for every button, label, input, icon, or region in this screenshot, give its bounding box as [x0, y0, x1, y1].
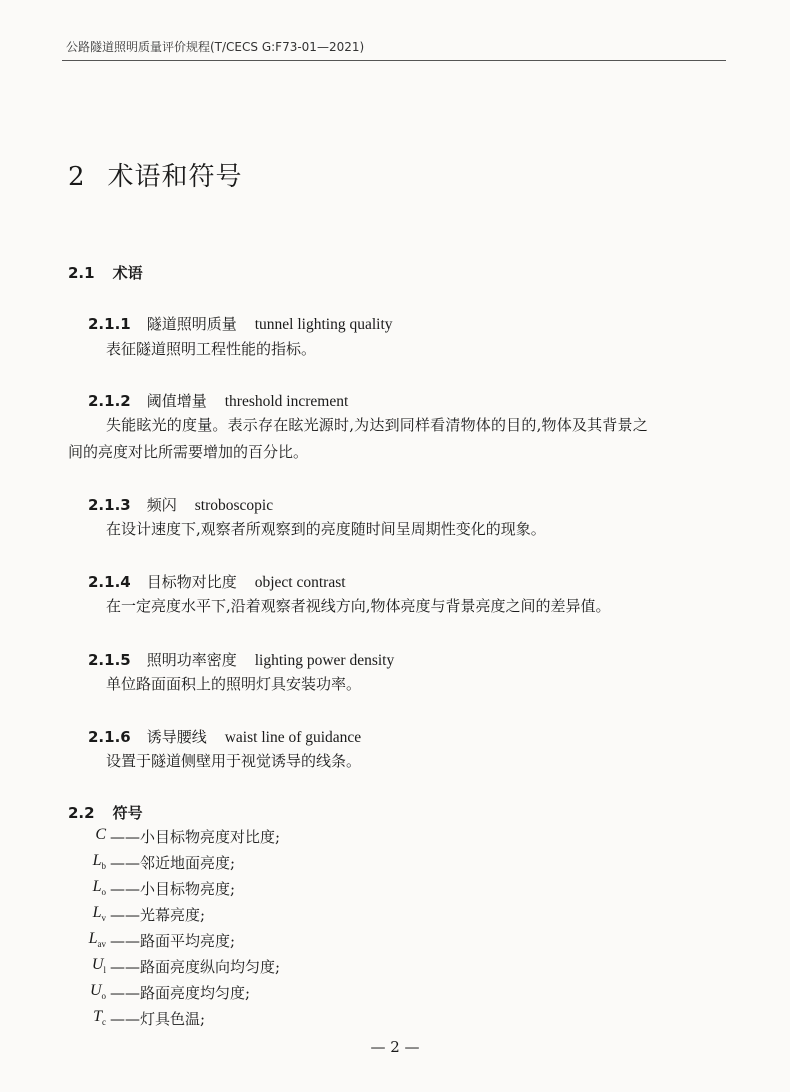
term-en: lighting power density [254, 652, 395, 669]
section-title: 符号 [112, 804, 143, 822]
term-zh: 阈值增量 [146, 392, 207, 410]
symbol-description: ——小目标物亮度; [110, 880, 236, 898]
symbol-subscript: av [97, 939, 106, 950]
definition-line: 在设计速度下,观察者所观察到的亮度随时间呈周期性变化的现象。 [106, 520, 546, 538]
term-en: object contrast [254, 574, 346, 591]
term-definition [106, 593, 611, 620]
term-number: 2.1.5 [88, 651, 131, 669]
term-en: waist line of guidance [224, 729, 362, 746]
term-zh: 照明功率密度 [146, 651, 237, 669]
page-number: — 2 — [370, 1038, 420, 1056]
term-definition [106, 748, 361, 775]
definition-line: 设置于隧道侧壁用于视觉诱导的线条。 [106, 752, 362, 770]
symbol-letter: L [92, 878, 102, 895]
symbol-letter: U [89, 982, 102, 999]
symbol-subscript: o [101, 991, 106, 1002]
symbol-subscript: c [102, 1017, 106, 1028]
term-definition [106, 516, 546, 543]
chapter-title-text: 术语和符号 [107, 162, 243, 192]
term-zh: 隧道照明质量 [146, 315, 237, 333]
definition-line: 在一定亮度水平下,沿着观察者视线方向,物体亮度与背景亮度之间的差异值。 [106, 597, 611, 615]
chapter-title [68, 156, 243, 193]
term-number: 2.1.2 [88, 392, 131, 410]
term-zh: 目标物对比度 [146, 573, 237, 591]
symbol-letter: L [92, 904, 102, 921]
term-heading [88, 726, 361, 747]
term-heading [88, 313, 393, 334]
symbol-subscript: o [101, 887, 106, 898]
symbol-letter: L [92, 852, 102, 869]
symbol-letter: U [91, 956, 104, 973]
term-heading [88, 649, 394, 670]
term-en: tunnel lighting quality [254, 316, 393, 333]
section-number: 2.2 [68, 804, 95, 822]
definition-line: 单位路面面积上的照明灯具安装功率。 [106, 675, 362, 693]
section-heading-terms [68, 262, 143, 283]
symbol-letter: L [88, 930, 98, 947]
term-heading [88, 494, 273, 515]
definition-line: 失能眩光的度量。表示存在眩光源时,为达到同样看清物体的目的,物体及其背景之 [106, 416, 648, 434]
symbol-subscript: v [101, 913, 106, 924]
section-title: 术语 [112, 264, 143, 282]
term-number: 2.1.6 [88, 728, 131, 746]
term-number: 2.1.1 [88, 315, 131, 333]
term-number: 2.1.4 [88, 573, 131, 591]
term-definition [68, 412, 730, 466]
symbol-subscript: l [103, 965, 106, 976]
term-zh: 诱导腰线 [146, 728, 207, 746]
symbol-description: ——路面亮度均匀度; [110, 984, 251, 1002]
term-definition [106, 336, 316, 363]
symbol-description: ——光幕亮度; [110, 906, 206, 924]
section-number: 2.1 [68, 264, 95, 282]
definition-line: 间的亮度对比所需要增加的百分比。 [68, 443, 309, 461]
section-heading-symbols [68, 802, 143, 823]
definition-line: 表征隧道照明工程性能的指标。 [106, 340, 317, 358]
chapter-number: 2 [68, 162, 86, 192]
term-en: stroboscopic [194, 497, 274, 514]
symbol-description: ——小目标物亮度对比度; [110, 828, 281, 846]
symbol-description: ——邻近地面亮度; [110, 854, 236, 872]
header-rule [62, 60, 726, 61]
term-zh: 频闪 [146, 496, 177, 514]
symbol-description: ——路面平均亮度; [110, 932, 236, 950]
symbol-subscript: b [101, 861, 106, 872]
term-en: threshold increment [224, 393, 349, 410]
term-heading [88, 390, 348, 411]
running-header: 公路隧道照明质量评价规程(T/CECS G:F73-01—2021) [66, 40, 365, 54]
symbol-letter: C [95, 826, 106, 843]
symbol-description: ——路面亮度纵向均匀度; [110, 958, 281, 976]
symbol-description: ——灯具色温; [110, 1010, 206, 1028]
term-number: 2.1.3 [88, 496, 131, 514]
term-definition [106, 671, 361, 698]
term-heading [88, 571, 346, 592]
symbol-letter: T [93, 1008, 102, 1025]
